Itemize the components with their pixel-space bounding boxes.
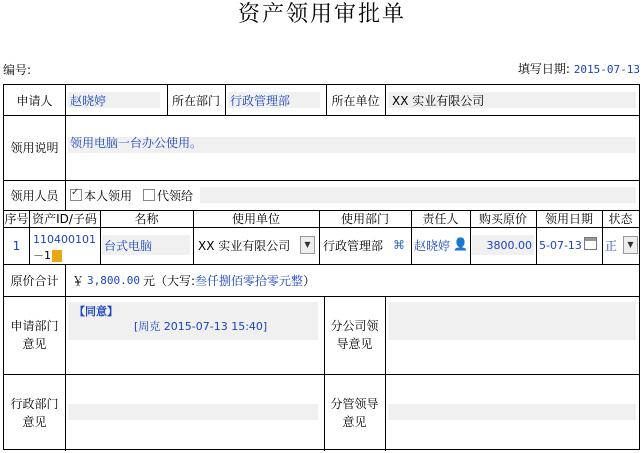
total-label: 原价合计 <box>10 273 59 288</box>
total-amount <box>72 264 632 296</box>
self-receive-label: 本人领用 <box>84 188 133 203</box>
apply-dept-opinion-text <box>74 304 267 334</box>
total-unit: 元（大写: <box>143 273 196 288</box>
col-price-header: 购买原价 <box>478 212 527 226</box>
col-use-unit-header: 使用单位 <box>231 212 280 226</box>
asset-picker-icon[interactable] <box>52 250 62 262</box>
branch-leader-opinion-label: 分公司领导意见 <box>330 319 379 351</box>
dept-field[interactable]: 行政管理部 <box>230 93 291 108</box>
total-upper: 叁仟捌佰零拾零元整 <box>195 273 304 288</box>
col-status-header: 状态 <box>608 212 633 226</box>
applicant-label: 申请人 <box>16 93 53 108</box>
receiver-label: 领用人员 <box>10 188 59 203</box>
proxy-receive-checkbox[interactable] <box>143 180 203 210</box>
row-asset-id <box>33 232 99 264</box>
charge-leader-opinion-label: 分管领导意见 <box>330 396 379 429</box>
calendar-icon[interactable] <box>584 237 597 250</box>
opinion-signer: [周克 2015-07-13 15:40] <box>134 320 268 333</box>
number-label: 编号: <box>3 63 32 77</box>
chevron-down-icon: ▼ <box>623 236 638 254</box>
col-owner-header: 责任人 <box>422 212 459 226</box>
chevron-down-icon: ▼ <box>300 236 315 254</box>
user-icon[interactable]: 👤 <box>453 237 468 251</box>
opinion-verdict: 【同意】 <box>74 305 118 318</box>
row-name-field[interactable]: 台式电脑 <box>104 239 153 253</box>
unit-field[interactable]: XX 实业有限公司 <box>392 93 485 108</box>
admin-dept-opinion-label: 行政部门意见 <box>10 396 59 429</box>
fill-date-label: 填写日期: <box>517 62 570 76</box>
proxy-receive-label: 代领给 <box>157 188 194 203</box>
col-asset-id-header: 资产ID/子码 <box>32 212 97 226</box>
row-status-field[interactable]: 正 <box>605 239 618 253</box>
fill-date-value: 2015-07-13 <box>573 63 640 76</box>
col-name-header: 名称 <box>134 212 159 226</box>
row-date-field[interactable]: 5-07-13 <box>539 239 582 252</box>
use-unit-dropdown[interactable] <box>300 236 315 254</box>
col-use-dept-header: 使用部门 <box>340 212 389 226</box>
dept-label: 所在部门 <box>171 93 220 108</box>
admin-dept-opinion-field[interactable] <box>68 404 318 420</box>
fill-date <box>518 60 640 77</box>
branch-leader-opinion-field[interactable] <box>388 302 636 340</box>
asset-id-value: 110400101 <box>33 233 96 246</box>
self-receive-checkbox[interactable] <box>70 180 150 210</box>
checkbox-unchecked-icon <box>143 189 155 201</box>
row-use-unit-field[interactable]: XX 实业有限公司 <box>198 239 291 253</box>
charge-leader-opinion-field[interactable] <box>388 404 636 420</box>
col-date-header: 领用日期 <box>544 212 593 226</box>
row-price-field[interactable]: 3800.00 <box>486 239 532 252</box>
page-title: 资产领用审批单 <box>237 2 406 27</box>
approval-form <box>3 84 640 450</box>
row-index: 1 <box>12 238 21 253</box>
total-close: ） <box>303 273 316 288</box>
total-value: 3,800.00 <box>87 273 140 287</box>
unit-label: 所在单位 <box>331 93 380 108</box>
purpose-field[interactable]: 领用电脑一台办公使用。 <box>70 136 203 150</box>
proxy-receive-field[interactable] <box>200 187 636 203</box>
col-index-header: 序号 <box>4 212 29 226</box>
org-tree-icon[interactable]: ⌘ <box>393 238 405 252</box>
row-owner-field[interactable]: 赵晓婷 <box>414 239 451 253</box>
asset-subcode-value: －1 <box>33 249 51 262</box>
applicant-field[interactable]: 赵晓婷 <box>70 93 107 108</box>
row-use-dept-field[interactable]: 行政管理部 <box>323 239 384 253</box>
total-prefix: ￥ <box>72 273 85 288</box>
purpose-label: 领用说明 <box>10 141 59 155</box>
apply-dept-opinion-label: 申请部门意见 <box>10 319 59 351</box>
checkbox-checked-icon <box>70 189 82 201</box>
status-dropdown[interactable] <box>623 236 638 254</box>
